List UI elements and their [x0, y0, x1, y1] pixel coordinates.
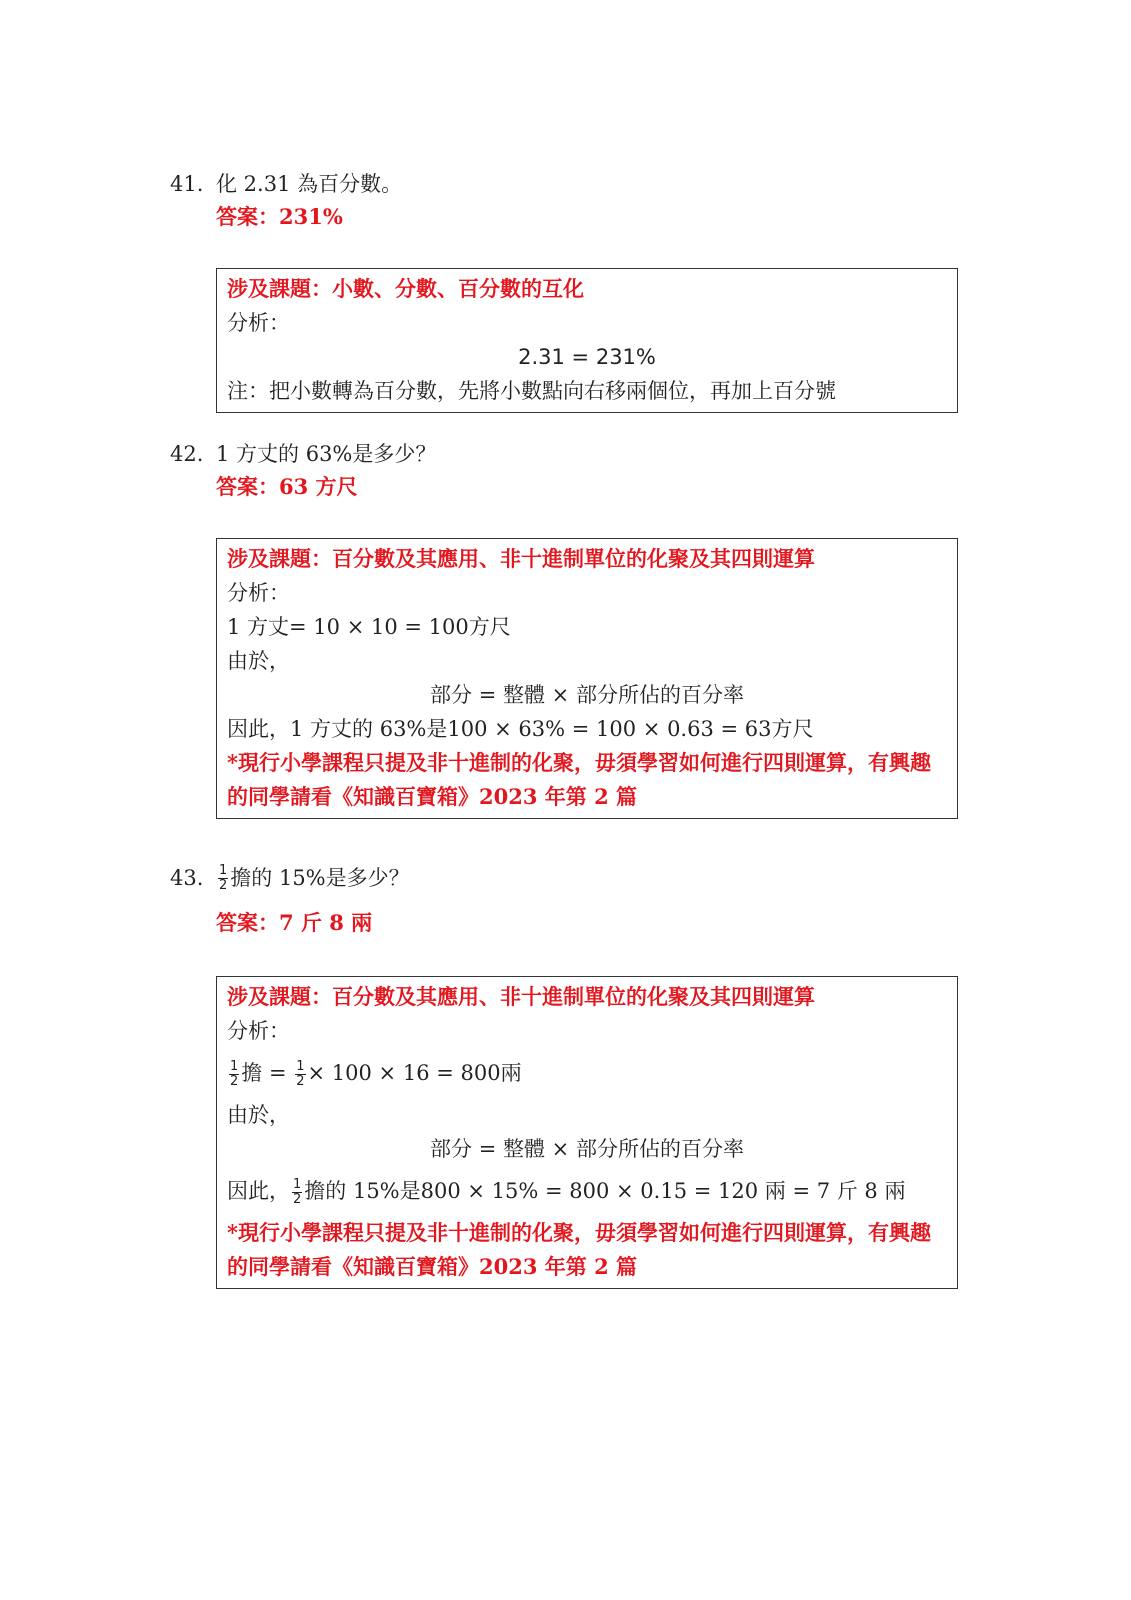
conversion-line	[227, 1048, 947, 1098]
therefore-line	[227, 1166, 947, 1216]
question-text: 擔的 15%是多少？	[230, 866, 410, 890]
note: 注：把小數轉為百分數，先將小數點向右移兩個位，再加上百分號	[227, 379, 836, 403]
solution-box-42	[216, 538, 958, 819]
curriculum-note: *現行小學課程只提及非十進制的化聚，毋須學習如何進行四則運算，有興趣的同學請看《知識百寶箱》2023 年第 2 篇	[227, 750, 931, 809]
fraction-numerator: 1	[230, 1059, 239, 1074]
fraction-numerator: 1	[296, 1059, 305, 1074]
question-43	[170, 858, 950, 940]
conversion-line: 1 方丈= 10 × 10 = 100方尺	[227, 615, 511, 639]
therefore-text-a: 因此，	[227, 1179, 290, 1203]
question-text: 化 2.31 為百分數。	[216, 172, 403, 196]
therefore-text-b: 擔的 15%是800 × 15% = 800 × 0.15 = 120 兩 = 7 斤 8 兩	[304, 1179, 906, 1203]
question-text: 1 方丈的 63%是多少？	[216, 442, 437, 466]
conversion-text-b: × 100 × 16 = 800兩	[307, 1061, 522, 1085]
fraction-half	[218, 864, 228, 893]
question-number: 41.	[170, 172, 204, 196]
analysis-label: 分析：	[227, 581, 290, 605]
question-41	[170, 168, 950, 234]
solution-box-43	[216, 976, 958, 1289]
fraction-denominator: 2	[219, 877, 228, 893]
answer: 答案：7 斤 8 兩	[216, 910, 373, 935]
fraction-denominator: 2	[293, 1192, 302, 1207]
formula: 部分 = 整體 × 部分所佔的百分率	[430, 683, 744, 707]
curriculum-note: *現行小學課程只提及非十進制的化聚，毋須學習如何進行四則運算，有興趣的同學請看《知識百寶箱》2023 年第 2 篇	[227, 1220, 931, 1279]
answer: 答案：63 方尺	[216, 474, 358, 499]
analysis-label: 分析：	[227, 311, 290, 335]
analysis-label: 分析：	[227, 1019, 290, 1043]
conversion-text-a: 擔 =	[241, 1061, 287, 1085]
solution-box-41	[216, 268, 958, 413]
question-number: 42.	[170, 442, 204, 466]
fraction-half	[292, 1178, 302, 1207]
fraction-numerator: 1	[219, 862, 228, 878]
answer: 答案：231%	[216, 204, 343, 229]
topic: 涉及課題：小數、分數、百分數的互化	[227, 276, 584, 301]
topic: 涉及課題：百分數及其應用、非十進制單位的化聚及其四則運算	[227, 984, 815, 1009]
question-41-line	[170, 168, 950, 200]
question-number: 43.	[170, 866, 204, 890]
equation: 2.31 = 231%	[518, 345, 656, 369]
formula: 部分 = 整體 × 部分所佔的百分率	[430, 1137, 744, 1161]
fraction-numerator: 1	[293, 1177, 302, 1192]
since-label: 由於，	[227, 649, 290, 673]
since-label: 由於，	[227, 1103, 290, 1127]
question-42-line	[170, 438, 950, 470]
fraction-half	[295, 1060, 305, 1089]
therefore-line: 因此，1 方丈的 63%是100 × 63% = 100 × 0.63 = 63方尺	[227, 717, 814, 741]
fraction-denominator: 2	[230, 1074, 239, 1089]
fraction-half	[229, 1060, 239, 1089]
question-42	[170, 438, 950, 504]
fraction-denominator: 2	[296, 1074, 305, 1089]
question-43-line	[170, 858, 950, 898]
topic: 涉及課題：百分數及其應用、非十進制單位的化聚及其四則運算	[227, 546, 815, 571]
